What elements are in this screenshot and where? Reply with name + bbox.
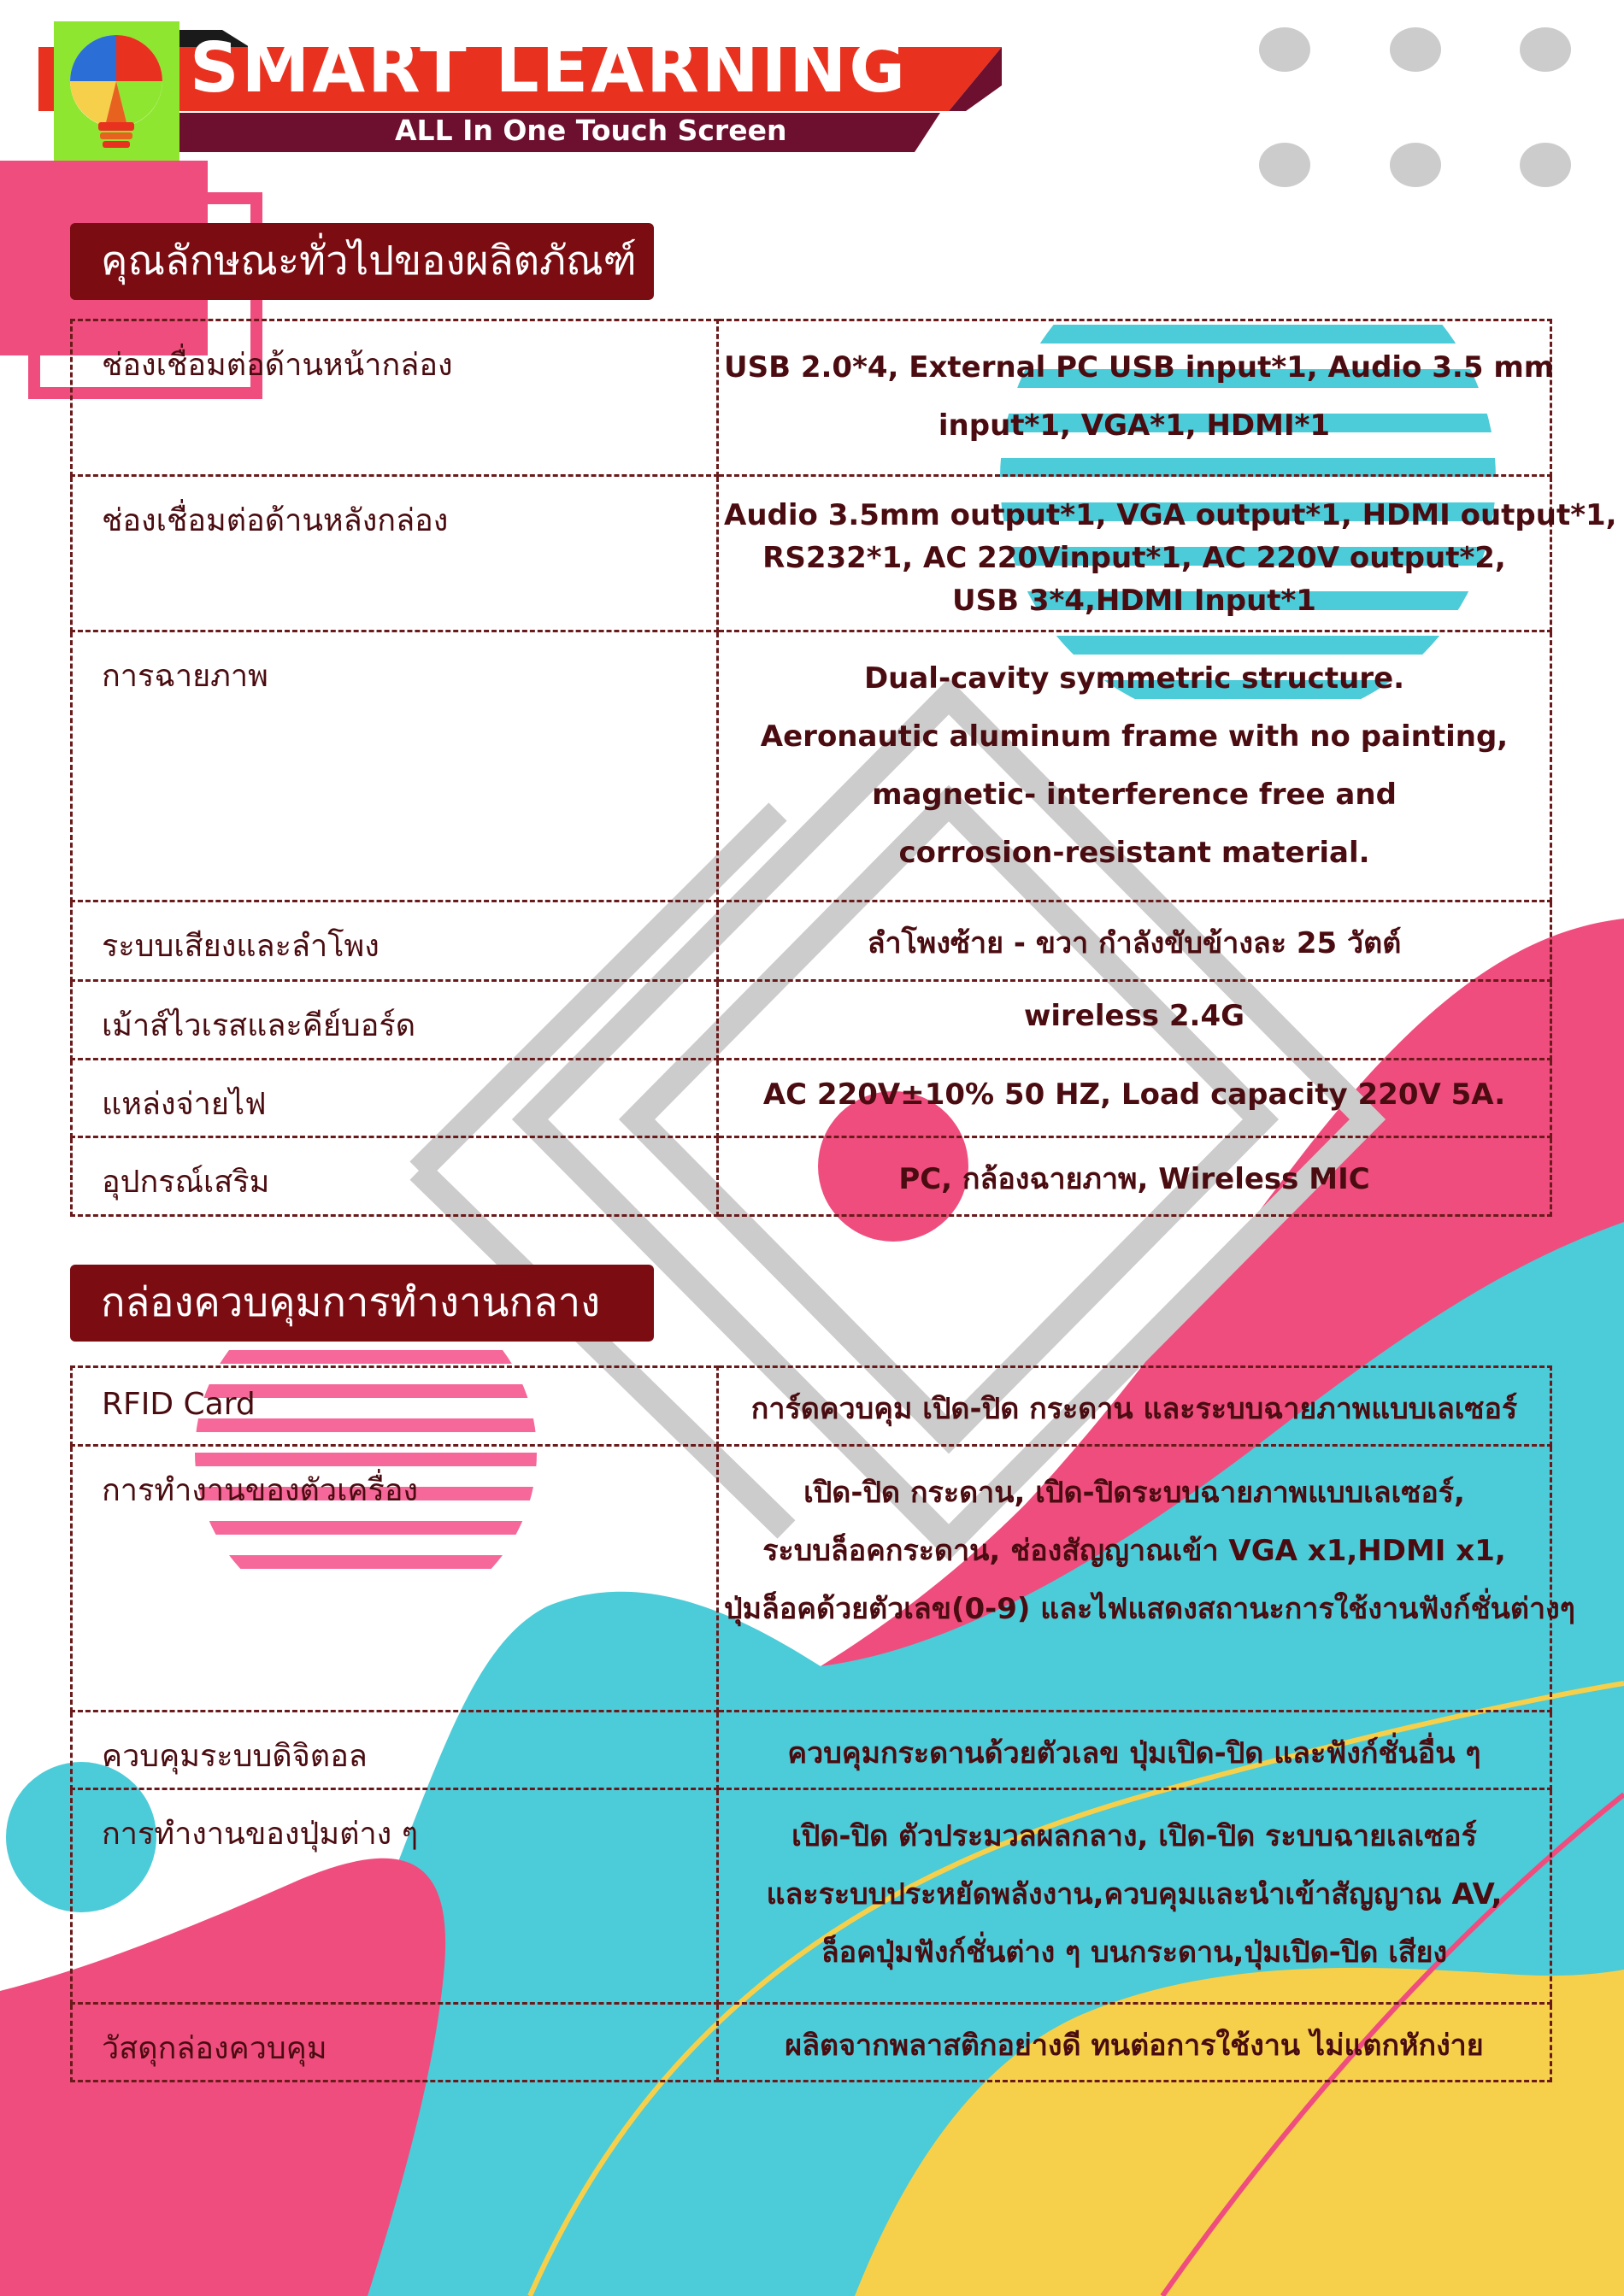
- table-row: [72, 1137, 1551, 1216]
- value-line: ระบบล็อคกระดาน, ช่องสัญญาณเข้า VGA x1,HDMI x1,: [762, 1534, 1506, 1568]
- row-value: [718, 320, 1555, 476]
- value-line: Dual-cavity symmetric structure.: [863, 661, 1405, 696]
- row-label: ช่องเชื่อมต่อด้านหน้ากล่อง: [72, 320, 718, 476]
- row-label: RFID Card: [72, 1367, 718, 1446]
- row-label: การทำงานของปุ่มต่าง ๆ: [72, 1789, 718, 2004]
- row-value: [718, 981, 1551, 1060]
- value-line: ลำโพงซ้าย - ขวา กำลังขับข้างละ 25 วัตต์: [867, 926, 1402, 960]
- table-row: [72, 1789, 1551, 2004]
- table-row: [72, 901, 1551, 981]
- row-label: ควบคุมระบบดิจิตอล: [72, 1712, 718, 1789]
- value-line: ควบคุมกระดานด้วยตัวเลข ปุ่มเปิด-ปิด และฟังก์ชั่นอื่น ๆ: [787, 1736, 1481, 1770]
- section-heading-general: คุณลักษณะทั่วไปของผลิตภัณฑ์: [70, 223, 654, 300]
- value-line: Aeronautic aluminum frame with no painting,: [760, 719, 1509, 754]
- row-label: เม้าส์ไวเรสและคีย์บอร์ด: [72, 981, 718, 1060]
- row-value: [718, 1367, 1551, 1446]
- row-value: [718, 1789, 1551, 2004]
- table-row: [72, 476, 1551, 631]
- value-line: ล็อคปุ่มฟังก์ชั่นต่าง ๆ บนกระดาน,ปุ่มเปิด-ปิด เสียง: [821, 1935, 1448, 1970]
- value-line: เปิด-ปิด กระดาน, เปิด-ปิดระบบฉายภาพแบบเลเซอร์,: [803, 1476, 1465, 1510]
- row-label: แหล่งจ่ายไฟ: [72, 1060, 718, 1137]
- value-line: ปุ่มล็อคด้วยตัวเลข(0-9) และไฟแสดงสถานะการใช้งานฟังก์ชั่นต่างๆ: [724, 1592, 1575, 1626]
- value-line: Audio 3.5mm output*1, VGA output*1, HDMI output*1,: [724, 498, 1617, 532]
- row-label: อุปกรณ์เสริม: [72, 1137, 718, 1216]
- value-line: และระบบประหยัดพลังงาน,ควบคุมและนำเข้าสัญญาณ AV,: [766, 1877, 1503, 1911]
- table-row: [72, 1367, 1551, 1446]
- banner-title: SMART LEARNING: [190, 28, 909, 108]
- spec-table-general: [70, 319, 1617, 1217]
- table-row: [72, 320, 1551, 476]
- dot-grid: [1259, 27, 1571, 187]
- value-line: PC, กล้องฉายภาพ, Wireless MIC: [898, 1162, 1370, 1196]
- row-label: วัสดุกล่องควบคุม: [72, 2004, 718, 2082]
- value-line: corrosion-resistant material.: [898, 836, 1370, 870]
- table-row: [72, 631, 1551, 901]
- value-line: RS232*1, AC 220Vinput*1, AC 220V output*2,: [762, 541, 1506, 575]
- lightbulb-puzzle-icon: [54, 21, 179, 161]
- row-label: ระบบเสียงและลำโพง: [72, 901, 718, 981]
- value-line: wireless 2.4G: [1023, 999, 1245, 1033]
- table-row: [72, 1712, 1551, 1789]
- row-label: ช่องเชื่อมต่อด้านหลังกล่อง: [72, 476, 718, 631]
- table-row: [72, 981, 1551, 1060]
- value-line: input*1, VGA*1, HDMI*1: [938, 408, 1331, 443]
- value-line: ผลิตจากพลาสติกอย่างดี ทนต่อการใช้งาน ไม่แตกหักง่าย: [785, 2029, 1484, 2063]
- row-value: [718, 1712, 1551, 1789]
- table-row: [72, 1060, 1551, 1137]
- row-value: [718, 1446, 1575, 1712]
- value-line: เปิด-ปิด ตัวประมวลผลกลาง, เปิด-ปิด ระบบฉายเลเซอร์: [791, 1819, 1477, 1853]
- value-line: magnetic- interference free and: [872, 778, 1397, 812]
- value-line: USB 2.0*4, External PC USB input*1, Audio 3.5 mm: [724, 350, 1555, 385]
- table-row: [72, 1446, 1551, 1712]
- row-value: [718, 1060, 1551, 1137]
- spec-table-control-box: [70, 1365, 1575, 2082]
- value-line: USB 3*4,HDMI Input*1: [952, 584, 1316, 618]
- value-line: AC 220V±10% 50 HZ, Load capacity 220V 5A.: [762, 1078, 1506, 1112]
- row-value: [718, 1137, 1551, 1216]
- row-value: [718, 476, 1617, 631]
- row-value: [718, 901, 1551, 981]
- row-label: การทำงานของตัวเครื่อง: [72, 1446, 718, 1712]
- section-heading-control-box: กล่องควบคุมการทำงานกลาง: [70, 1265, 654, 1342]
- row-label: การฉายภาพ: [72, 631, 718, 901]
- banner-subtitle: ALL In One Touch Screen: [395, 114, 787, 147]
- row-value: [718, 631, 1551, 901]
- row-value: [718, 2004, 1551, 2082]
- value-line: การ์ดควบคุม เปิด-ปิด กระดาน และระบบฉายภาพแบบเลเซอร์: [750, 1392, 1518, 1426]
- table-row: [72, 2004, 1551, 2082]
